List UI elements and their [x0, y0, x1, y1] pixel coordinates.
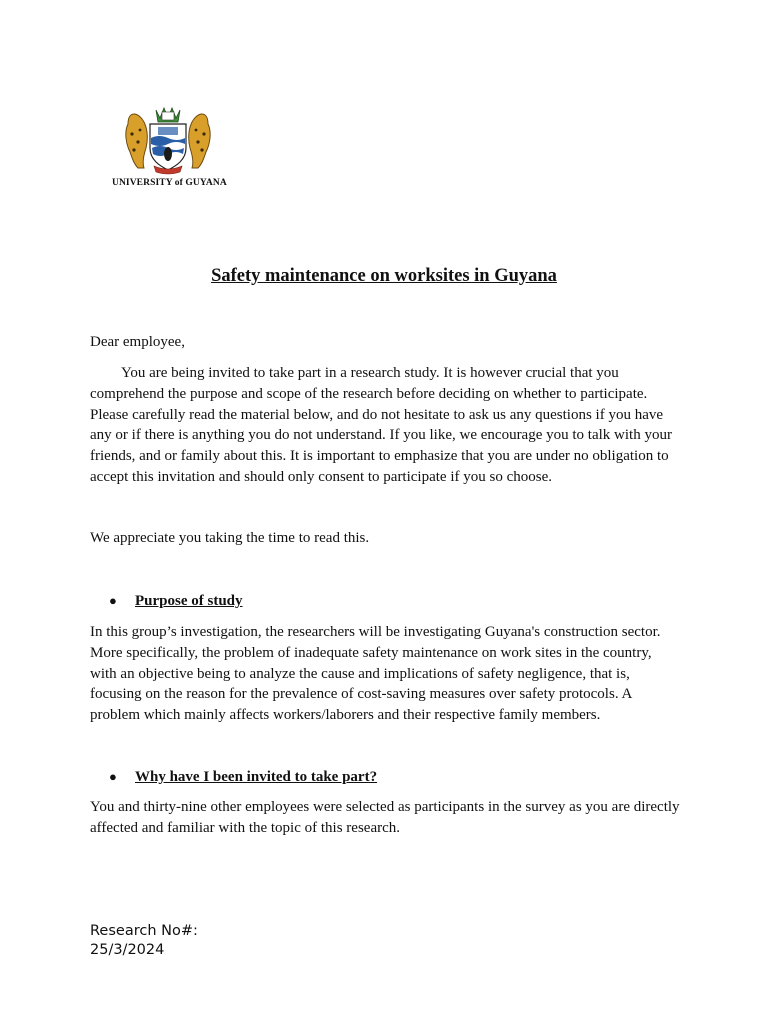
coat-of-arms-icon	[120, 104, 216, 176]
university-name: UNIVERSITY of GUYANA	[112, 178, 227, 188]
research-number: Research No#:	[90, 923, 198, 939]
salutation: Dear employee,	[90, 334, 185, 350]
intro-paragraph: You are being invited to take part in a research study. It is however crucial that you comprehend the purpose and scope of the research before deciding on whether to participate. Please carefully read the material below, and do not hesitate to ask us any questions if you have any or if there is anything you do not understand. If you like, we encourage you to talk with your friends, and or family about this. It is important to emphasize that you are under no obligation to accept this invitation and should only consent to participate if you so choose.	[90, 365, 672, 485]
bullet-icon: ●	[109, 769, 117, 784]
document-title: Safety maintenance on worksites in Guyana	[211, 266, 557, 286]
bullet-icon: ●	[109, 593, 117, 608]
appreciation-line: We appreciate you taking the time to read this.	[90, 530, 370, 546]
university-logo	[112, 104, 227, 190]
document-date: 25/3/2024	[90, 941, 165, 958]
footer	[90, 922, 198, 959]
why-invited-paragraph: You and thirty-nine other employees were selected as participants in the survey as you are directly affected and familiar with the topic of this research.	[90, 799, 680, 836]
purpose-paragraph: In this group’s investigation, the researchers will be investigating Guyana's construction sector. More specifically, the problem of inadequate safety maintenance on work sites in the country, with an objective being to analyze the cause and implications of safety negligence, that is, focusing on the reason for the prevalence of cost-saving measures over safety protocols. A problem which mainly affects workers/laborers and their respective family members.	[90, 624, 661, 724]
